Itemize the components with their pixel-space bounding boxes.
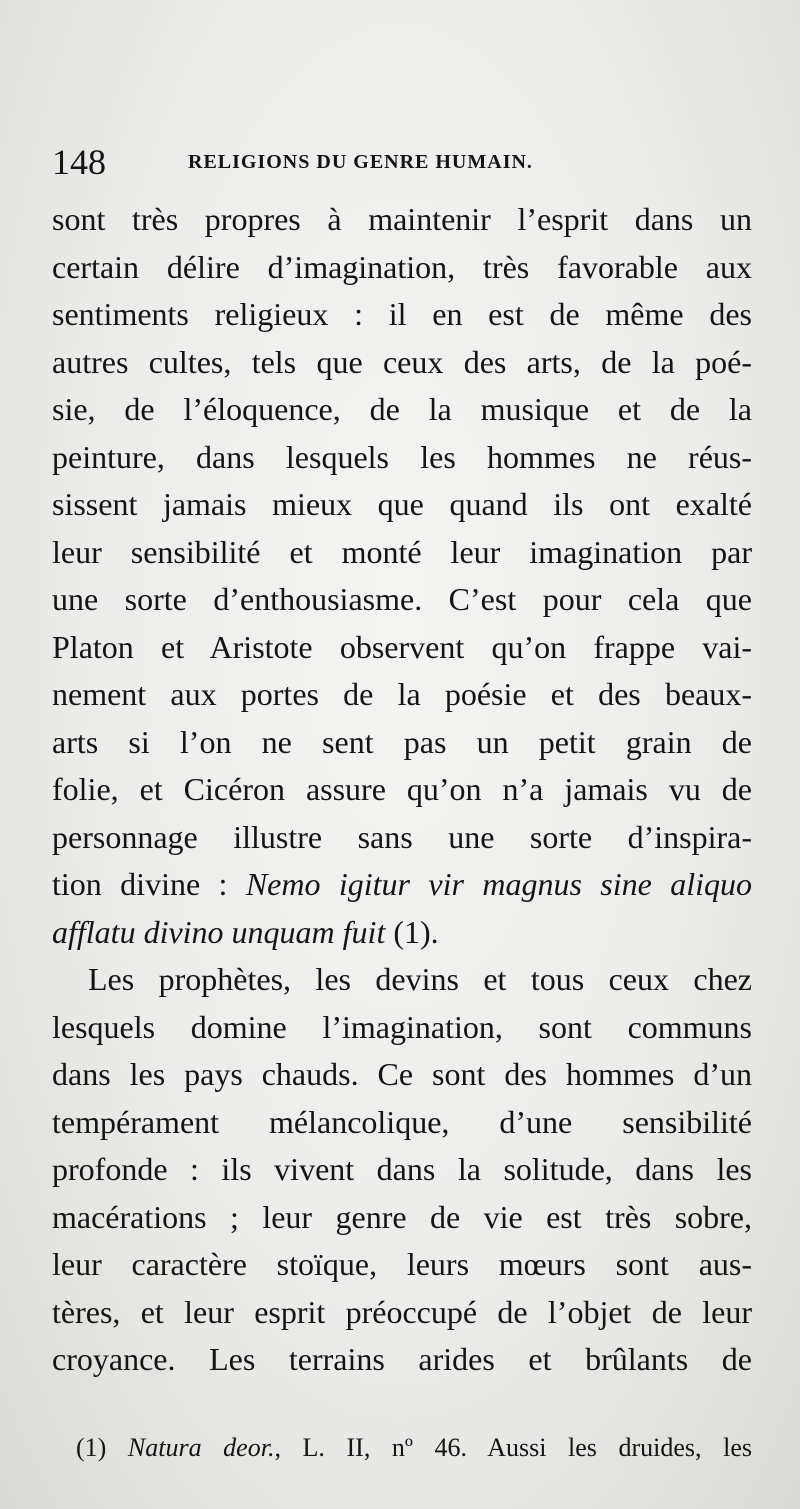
text-line: Platon et Aristote observent qu’on frappe vai- — [52, 628, 752, 665]
text-line: tempérament mélancolique, d’une sensibilité — [52, 1103, 752, 1140]
page-number: 148 — [52, 142, 106, 182]
text-line: dans les pays chauds. Ce sont des hommes d’un — [52, 1056, 752, 1092]
text-line: folie, et Cicéron assure qu’on n’a jamais vu de — [52, 771, 752, 807]
body-text — [52, 196, 752, 1384]
text-line: autres cultes, tels que ceux des arts, de la poé- — [52, 343, 752, 380]
text-run: tion divine : — [52, 866, 246, 902]
latin-quote: Nemo igitur vir magnus sine aliquo — [245, 866, 752, 902]
text-line: certain délire d’imagination, très favorable aux — [52, 248, 752, 285]
text-line: sont très propres à maintenir l’esprit dans un — [52, 201, 752, 237]
text-line: tères, et leur esprit préoccupé de l’objet de leur — [52, 1293, 752, 1330]
text-line: personnage illustre sans une sorte d’inspira- — [52, 818, 752, 855]
text-line: Les prophètes, les devins et tous ceux chez — [88, 961, 752, 997]
text-line: lesquels domine l’imagination, sont communs — [52, 1008, 752, 1045]
footnote — [76, 1426, 752, 1470]
text-line: sentiments religieux : il en est de même des — [52, 296, 752, 332]
footnote-marker: (1) — [76, 1433, 128, 1462]
text-line: peinture, dans lesquels les hommes ne réus- — [52, 438, 752, 475]
text-line: leur caractère stoïque, leurs mœurs sont aus- — [52, 1246, 752, 1282]
text-line: croyance. Les terrains arides et brûlants de — [52, 1341, 752, 1377]
footnote-text: , L. II, nº 46. Aussi les druides, les — [274, 1433, 752, 1462]
running-title: RELIGIONS DU GENRE HUMAIN. — [188, 151, 533, 173]
text-line: sie, de l’éloquence, de la musique et de la — [52, 391, 752, 427]
text-line: arts si l’on ne sent pas un petit grain de — [52, 723, 752, 760]
text-line: nement aux portes de la poésie et des beaux- — [52, 676, 752, 712]
footnote-citation: Natura deor. — [127, 1433, 275, 1462]
footnote-reference: (1). — [385, 913, 439, 950]
text-line — [52, 861, 752, 909]
text-line: macérations ; leur genre de vie est très sobre, — [52, 1198, 752, 1235]
text-line: profonde : ils vivent dans la solitude, dans les — [52, 1151, 752, 1187]
page-header — [52, 140, 752, 184]
latin-quote: afflatu divino unquam fuit — [52, 913, 386, 950]
text-line: une sorte d’enthousiasme. C’est pour cela que — [52, 581, 752, 617]
text-line: sissent jamais mieux que quand ils ont exalté — [52, 486, 752, 522]
text-line — [52, 909, 752, 957]
text-line: leur sensibilité et monté leur imagination par — [52, 533, 752, 570]
